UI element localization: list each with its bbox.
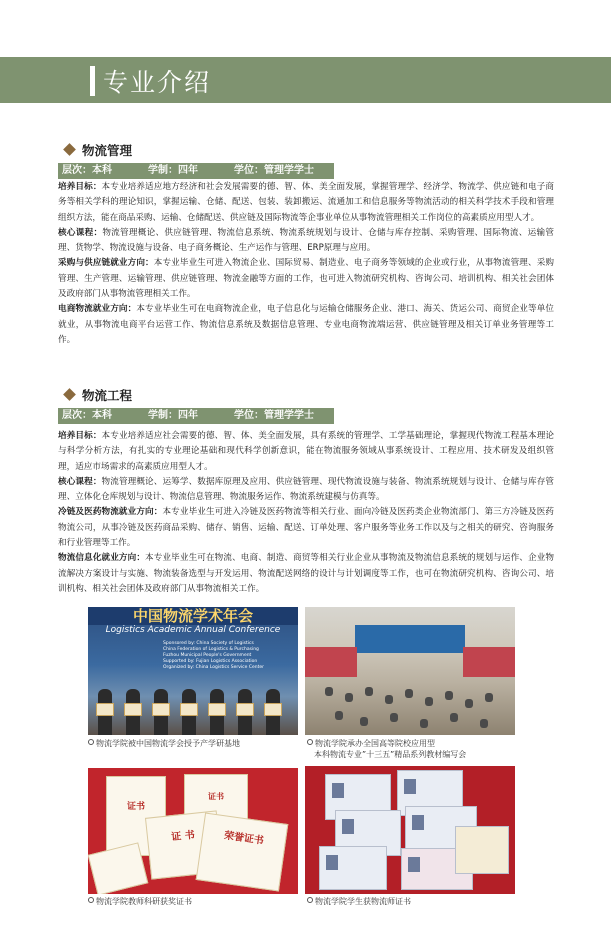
paragraph-text: 本专业毕业生可进入物流企业、国际贸易、制造业、电子商务等领域的企业或行业，从事物流管理、采购管理、生产管理、运输管理、供应链管理、物流金融等方面的工作，也可进入物流研究机构、咨询公司、培训机构、相关社会团体及政府部门从事物流管理相关工作。 <box>58 258 554 300</box>
diamond-bullet-icon <box>63 143 76 156</box>
certificate-board <box>264 703 282 716</box>
section-meta-bar <box>58 163 334 179</box>
certificate-title: 证书 <box>208 792 224 801</box>
photo-caption <box>307 738 466 760</box>
paragraph-career-informatization <box>58 551 554 597</box>
certificate-board <box>96 703 114 716</box>
photo-caption <box>307 896 411 907</box>
stage-screen <box>355 625 465 653</box>
paragraph-label: 培养目标： <box>58 182 102 192</box>
certificate-document <box>88 842 148 894</box>
id-photo <box>412 815 424 830</box>
id-photo <box>408 857 420 872</box>
audience-seat <box>445 691 453 700</box>
caption-bullet-icon <box>307 897 313 903</box>
audience-seat <box>360 717 368 726</box>
section-body <box>58 429 554 597</box>
paragraph-text: 本专业毕业生可在物流、电商、制造、商贸等相关行业企业从事物流及物流信息系统的规划与运作、企业物流解决方案设计与实施、物流装备选型与开发运用、物流配送网络的设计与计划调度等工作，也可在物流研究机构、咨询公司、培训机构、相关社会团体及政府部门从事物流相关工作。 <box>58 553 554 594</box>
audience-seat <box>485 693 493 702</box>
photo-banner-text: 中国物流学术年会 <box>88 607 298 625</box>
audience-seat <box>325 687 333 696</box>
caption-line <box>307 738 466 749</box>
paragraph-text: 本专业培养适应社会需要的德、智、体、美全面发展，具有系统的管理学、工学基础理论，掌握现代物流工程基本理论与科学分析方法，有扎实的专业理论基础和现代科学创新意识，能在物流服务领域从事系统设计、工程应用、技术研发及组织管理，适应市场需求的高素质应用型人才。 <box>58 431 554 472</box>
caption-text: 物流学院教师科研获奖证书 <box>96 897 192 906</box>
paragraph-label: 核心课程： <box>58 227 103 238</box>
paragraph-objective <box>58 429 554 475</box>
paragraph-label: 采购与供应链就业方向： <box>58 258 154 269</box>
audience-seat <box>425 697 433 706</box>
caption-line: 本科物流专业”十三五”精品系列教材编写会 <box>314 750 467 759</box>
sponsor-line: China Federation of Logistics & Purchasing <box>163 647 259 652</box>
sponsor-line: Organized by: China Logistics Service Center <box>163 665 264 670</box>
id-photo <box>326 855 338 870</box>
paragraph-text: 本专业培养适应地方经济和社会发展需要的德、智、体、美全面发展，掌握管理学、经济学、物流学、供应链和电子商务等相关学科的理论知识，掌握运输、仓储、配送、包装、装卸搬运、流通加工和信息服务等物流活动的相关科学技术手段和管理组织方法，能在商品采购、运输、仓储配送、供应链及国际物流等企事业单位从事物流管理相关工作岗位的高素质应用型人才。 <box>58 182 554 223</box>
caption-bullet-icon <box>88 897 94 903</box>
page-header <box>0 0 611 103</box>
caption-bullet-icon <box>307 739 313 745</box>
paragraph-text: 本专业毕业生可进入冷链及医药物流等相关行业、面向冷链及医药类企业物流部门、第三方冷链及医药物流公司，从事冷链及医药商品采购、储存、销售、运输、配送、订单处理、客户服务等业务工作以及与之相关的研究、咨询服务和行业管理等工作。 <box>58 507 554 549</box>
photo-caption <box>88 896 192 907</box>
paragraph-text: 物流管理概论、运筹学、数据库原理及应用、供应链管理、现代物流设施与装备、物流系统规划与设计、仓储与库存管理、立体化仓库规划与设计、物流信息管理、物流服务运作、物流系统建模与仿真等。 <box>58 476 554 503</box>
meta-level: 层次：本科 <box>62 165 112 176</box>
section-title-logistics-management <box>65 141 132 159</box>
stage-curtain <box>305 647 357 677</box>
audience-seat <box>465 699 473 708</box>
sponsor-line: Fuzhou Municipal People's Government <box>163 653 252 658</box>
audience-seat <box>385 695 393 704</box>
certificate-board <box>236 703 254 716</box>
section-title-text: 物流工程 <box>82 388 133 403</box>
id-photo <box>342 819 354 834</box>
license-card <box>455 826 509 874</box>
paragraph-label: 核心课程： <box>58 476 102 487</box>
meta-degree: 学位：管理学学士 <box>234 165 314 176</box>
diamond-bullet-icon <box>63 388 76 401</box>
section-title-text: 物流管理 <box>82 143 133 158</box>
paragraph-career-ecommerce <box>58 302 554 348</box>
certificate-board <box>180 703 198 716</box>
certificate-board <box>124 703 142 716</box>
meta-degree: 学位：管理学学士 <box>234 410 314 421</box>
paragraph-label: 电商物流就业方向： <box>58 304 137 315</box>
paragraph-text: 本专业毕业生可在电商物流企业，电子信息化与运输仓储服务企业、港口、海关、货运公司、商贸企业等单位就业，从事物流电商平台运营工作、物流信息系统及数据信息管理、专业电商物流端运营、供应链管理及相关订单业务管理等工作。 <box>58 304 554 345</box>
paragraph-core-courses <box>58 475 554 506</box>
id-photo <box>404 779 416 794</box>
caption-text: 物流学院学生获物流师证书 <box>315 897 411 906</box>
audience-seat <box>345 693 353 702</box>
paragraph-objective <box>58 180 554 226</box>
certificate-title: 证书 <box>126 802 145 812</box>
certificate-board <box>208 703 226 716</box>
meta-level: 层次：本科 <box>62 410 112 421</box>
photo-academic-conference <box>88 607 298 735</box>
certificate-title: 证 书 <box>170 829 196 844</box>
audience-seat <box>480 719 488 728</box>
audience-seat <box>335 711 343 720</box>
section-body <box>58 180 554 348</box>
page-title: 专业介绍 <box>103 68 212 97</box>
meta-duration: 学制：四年 <box>148 410 198 421</box>
certificate-document <box>196 812 289 891</box>
certificate-board <box>152 703 170 716</box>
photo-research-certificates <box>88 768 298 894</box>
caption-bullet-icon <box>88 739 94 745</box>
photo-banner-subtitle: Logistics Academic Annual Conference <box>105 625 281 635</box>
certificate-title: 荣誉证书 <box>223 830 265 847</box>
audience-seat <box>405 689 413 698</box>
meta-duration: 学制：四年 <box>148 165 198 176</box>
paragraph-career-supply-chain <box>58 256 554 302</box>
paragraph-text: 物流管理概论、供应链管理、物流信息系统、物流系统规划与设计、仓储与库存控制、采购管理、国际物流、运输管理、货物学、物流设施与设备、电子商务概论、生产运作与管理、ERP原理与应用。 <box>58 227 554 254</box>
stage-curtain <box>463 647 515 677</box>
audience-seat <box>420 719 428 728</box>
photo-student-certificates <box>305 766 515 894</box>
photo-textbook-meeting <box>305 607 515 735</box>
paragraph-label: 冷链及医药物流就业方向： <box>58 507 163 518</box>
section-title-logistics-engineering <box>65 386 132 404</box>
license-card <box>319 846 387 890</box>
section-meta-bar <box>58 408 334 424</box>
paragraph-label: 物流信息化就业方向： <box>58 553 146 564</box>
caption-text: 物流学院承办全国高等院校应用型 <box>315 739 435 748</box>
paragraph-core-courses <box>58 226 554 257</box>
audience-seat <box>390 713 398 722</box>
photo-sponsor-lines <box>163 641 264 671</box>
audience-seat <box>365 687 373 696</box>
sponsor-line: Sponsored by: China Society of Logistics <box>163 641 254 646</box>
header-accent-bar <box>90 66 95 96</box>
caption-text: 物流学院被中国物流学会授予产学研基地 <box>96 739 240 748</box>
paragraph-career-cold-chain <box>58 505 554 551</box>
paragraph-label: 培养目标： <box>58 431 102 441</box>
id-photo <box>332 783 344 798</box>
audience-seat <box>450 713 458 722</box>
photo-caption <box>88 738 240 749</box>
sponsor-line: Supported by: Fujian Logistics Association <box>163 659 258 664</box>
